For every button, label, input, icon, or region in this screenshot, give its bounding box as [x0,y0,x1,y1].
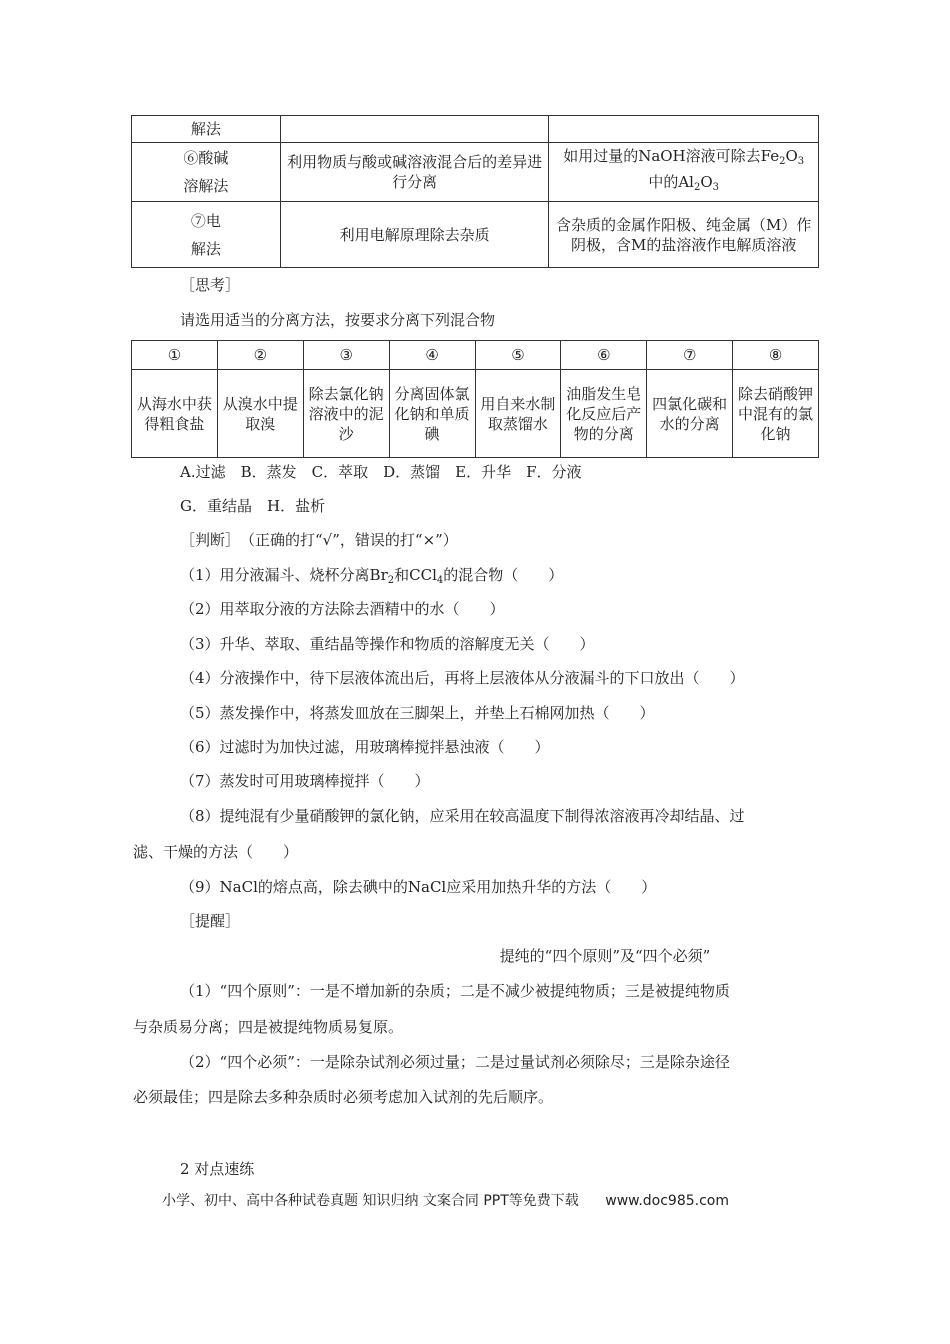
principle-cell: 利用物质与酸或碱溶液混合后的差异进行分离 [280,143,549,202]
judge-item-8-cont: 滤、干燥的方法（ ） [133,843,299,861]
table-header: ⑦ [647,341,733,370]
instruction-text: 请选用适当的分离方法，按要求分离下列混合物 [180,311,496,329]
table-cell: 四氯化碳和水的分离 [647,370,733,458]
remind-p2-cont: 必须最佳；四是除去多种杂质时必须考虑加入试剂的先后顺序。 [133,1088,554,1106]
table-cell: 用自来水制取蒸馏水 [475,370,561,458]
judge-item-5: （5）蒸发操作中，将蒸发皿放在三脚架上，并垫上石棉网加热（ ） [180,704,655,722]
judge-item-3: （3）升华、萃取、重结晶等操作和物质的溶解度无关（ ） [180,635,595,653]
remind-p1-cont: 与杂质易分离；四是被提纯物质易复原。 [133,1018,404,1036]
table-header: ⑥ [561,341,647,370]
table-header: ④ [389,341,475,370]
principle-cell [280,116,549,143]
judge-item-7: （7）蒸发时可用玻璃棒搅拌（ ） [180,772,430,790]
example-line: 中的$Al_2O_3$ [648,173,720,193]
example-cell [549,143,819,202]
mixtures-table [131,340,819,458]
example-line: 如用过量的NaOH溶液可除去$Fe_2O_3$ [563,147,805,167]
judge-title: ［判断］ （正确的打“√”，错误的打“×”） [180,531,458,549]
table-cell: 除去硝酸钾中混有的氯化钠 [733,370,819,458]
method-line: 解法 [190,239,221,258]
judge-item-2: （2）用萃取分液的方法除去酒精中的水（ ） [180,600,505,618]
table-header: ⑤ [475,341,561,370]
judge-item-1: （1）用分液漏斗、烧杯分离$Br_2$和CCl$_4$的混合物（ ） [180,566,564,586]
table-cell: 油脂发生皂化反应后产物的分离 [561,370,647,458]
remind-p2: （2）“四个必须”：一是除杂试剂必须过量；二是过量试剂必须除尽；三是除杂途径 [180,1053,730,1071]
method-line: 溶解法 [183,177,229,195]
method-cell [132,143,281,202]
table-cell: 分离固体氯化钠和单质碘 [389,370,475,458]
method-cell: 解法 [132,116,281,143]
footer [0,1190,950,1212]
options-line: G．重结晶 H．盐析 [180,497,326,515]
judge-item-4: （4）分液操作中，待下层液体流出后，再将上层液体从分液漏斗的下口放出（ ） [180,669,745,687]
remind-heading: 提纯的“四个原则”及“四个必须” [499,947,711,965]
table-header: ② [217,341,303,370]
footer-text: 小学、初中、高中各种试卷真题 知识归纳 文案合同 PPT等免费下载 [162,1193,579,1209]
judge-item-8: （8）提纯混有少量硝酸钾的氯化钠，应采用在较高温度下制得浓溶液再冷却结晶、过 [180,807,745,825]
table-header: ① [132,341,218,370]
table-header: ③ [303,341,389,370]
section-think: ［思考］ [180,276,241,294]
remind-p1: （1）“四个原则”：一是不增加新的杂质；二是不减少被提纯物质；三是被提纯物质 [180,982,730,1000]
footer-link[interactable]: www.doc985.com [605,1193,729,1209]
options-line: A.过滤 B．蒸发 C．萃取 D．蒸馏 E．升华 F．分液 [180,463,582,481]
table-header: ⑧ [733,341,819,370]
remind-title: ［提醒］ [180,912,241,930]
example-cell [549,116,819,143]
method-line: ⑥酸碱 [183,149,229,167]
table-cell: 从海水中获得粗食盐 [132,370,218,458]
judge-item-9: （9）NaCl的熔点高，除去碘中的NaCl应采用加热升华的方法（ ） [180,878,657,896]
judge-item-6: （6）过滤时为加快过滤，用玻璃棒搅拌悬浊液（ ） [180,738,550,756]
table-cell: 从溴水中提取溴 [217,370,303,458]
method-cell [132,202,281,268]
example-cell: 含杂质的金属作阳极、纯金属（M）作阴极，含M的盐溶液作电解质溶液 [549,202,819,268]
section-heading: 2 对点速练 [180,1160,255,1178]
methods-table [131,115,819,268]
method-line: ⑦电 [190,211,221,230]
table-cell: 除去氯化钠溶液中的泥沙 [303,370,389,458]
principle-cell: 利用电解原理除去杂质 [280,202,549,268]
